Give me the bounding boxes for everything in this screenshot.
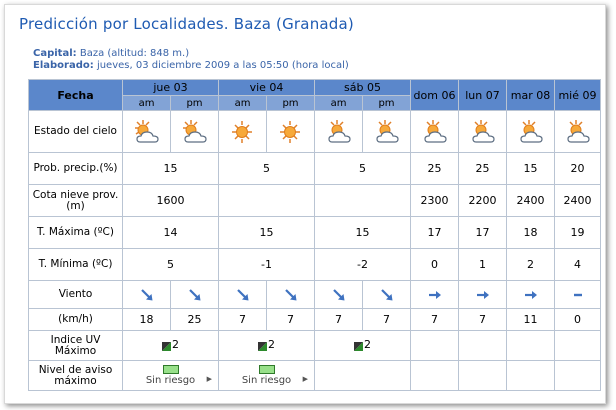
pm-header: pm (171, 96, 219, 111)
tmax-cell: 15 (219, 217, 315, 249)
tmin-cell: 0 (411, 249, 459, 281)
wind-speed-cell: 7 (219, 309, 267, 331)
sky-cell (315, 111, 363, 153)
wind-cell (123, 281, 171, 309)
table-row (29, 217, 601, 249)
sun-cloud-icon (467, 118, 499, 146)
row-label-kmh: (km/h) (29, 309, 123, 331)
uv-value: 2 (268, 337, 275, 351)
am-header: am (123, 96, 171, 111)
sun-icon (276, 118, 306, 146)
day-header-mie: mié 09 (555, 80, 601, 111)
row-label-uv: Indice UV Máximo (29, 331, 123, 361)
wind-cell (363, 281, 411, 309)
pm-header: pm (363, 96, 411, 111)
wind-cell (267, 281, 315, 309)
tmax-cell: 17 (459, 217, 507, 249)
capital-value: Baza (altitud: 848 m.) (79, 48, 190, 59)
arrow-east-icon (475, 287, 491, 303)
table-row (29, 153, 601, 185)
arrow-se-icon (283, 287, 299, 303)
tmax-cell: 18 (507, 217, 555, 249)
row-label-prob: Prob. precip.(%) (29, 153, 123, 185)
row-label-tmin: T. Mínima (ºC) (29, 249, 123, 281)
tmin-cell: 2 (507, 249, 555, 281)
sun-cloud-icon (562, 118, 594, 146)
caret-right-icon: ▶ (206, 375, 212, 383)
row-label-aviso: Nivel de aviso máximo (29, 361, 123, 391)
table-row (29, 281, 601, 309)
table-row (29, 361, 601, 391)
fecha-header: Fecha (29, 80, 123, 111)
tmax-cell: 15 (315, 217, 411, 249)
sky-cell (507, 111, 555, 153)
capital-label: Capital: (33, 48, 77, 59)
wind-speed-cell: 7 (459, 309, 507, 331)
table-row (29, 309, 601, 331)
sky-cell (171, 111, 219, 153)
day-header-mar: mar 08 (507, 80, 555, 111)
tmin-cell: 1 (459, 249, 507, 281)
uv-cell (411, 331, 459, 361)
sun-cloud-icon (131, 118, 163, 146)
wind-cell (555, 281, 601, 309)
am-header: am (315, 96, 363, 111)
day-header-jue: jue 03 (123, 80, 219, 96)
uv-cell (219, 331, 315, 361)
prob-cell: 25 (411, 153, 459, 185)
wind-cell (171, 281, 219, 309)
page-title: Predicción por Localidades. Baza (Granada) (19, 15, 354, 33)
row-label-cota: Cota nieve prov.(m) (29, 185, 123, 217)
wind-speed-cell: 11 (507, 309, 555, 331)
arrow-se-icon (331, 287, 347, 303)
elaborado-info (33, 60, 349, 71)
day-header-sab: sáb 05 (315, 80, 411, 96)
aviso-cell (507, 361, 555, 391)
sun-cloud-icon (179, 118, 211, 146)
sun-cloud-icon (323, 118, 355, 146)
prob-cell: 20 (555, 153, 601, 185)
wind-speed-cell: 25 (171, 309, 219, 331)
am-header: am (219, 96, 267, 111)
tmin-cell: 5 (123, 249, 219, 281)
uv-value: 2 (364, 337, 371, 351)
wind-cell (219, 281, 267, 309)
calm-wind-icon (570, 287, 586, 303)
arrow-east-icon (523, 287, 539, 303)
tmax-cell: 19 (555, 217, 601, 249)
wind-speed-cell: 0 (555, 309, 601, 331)
sky-cell (459, 111, 507, 153)
uv-low-icon (162, 342, 171, 351)
aviso-green-swatch (163, 365, 179, 374)
aviso-cell (555, 361, 601, 391)
table-row (29, 185, 601, 217)
wind-speed-cell: 7 (315, 309, 363, 331)
arrow-se-icon (139, 287, 155, 303)
aviso-cell (315, 361, 411, 391)
prob-cell: 5 (315, 153, 411, 185)
table-row (29, 249, 601, 281)
caret-right-icon: ▶ (302, 375, 308, 383)
forecast-table (28, 79, 601, 391)
capital-info (33, 48, 189, 59)
elaborado-label: Elaborado: (33, 60, 94, 71)
wind-speed-cell: 7 (363, 309, 411, 331)
wind-cell (459, 281, 507, 309)
cota-cell: 2200 (459, 185, 507, 217)
sky-cell (267, 111, 315, 153)
day-header-vie: vie 04 (219, 80, 315, 96)
uv-cell (507, 331, 555, 361)
row-label-viento: Viento (29, 281, 123, 309)
wind-speed-cell: 18 (123, 309, 171, 331)
sky-cell (555, 111, 601, 153)
uv-low-icon (258, 342, 267, 351)
tmax-cell: 14 (123, 217, 219, 249)
prob-cell: 15 (123, 153, 219, 185)
aviso-cell (459, 361, 507, 391)
tmax-cell: 17 (411, 217, 459, 249)
sun-cloud-icon (419, 118, 451, 146)
day-header-lun: lun 07 (459, 80, 507, 111)
elaborado-value: jueves, 03 diciembre 2009 a las 05:50 (hora local) (96, 60, 349, 71)
cota-cell: 2300 (411, 185, 459, 217)
tmin-cell: -1 (219, 249, 315, 281)
table-row (29, 111, 601, 153)
aviso-text: Sin riesgo (241, 375, 292, 386)
sky-cell (363, 111, 411, 153)
aviso-green-swatch (259, 365, 275, 374)
wind-cell (315, 281, 363, 309)
cota-cell (315, 185, 411, 217)
sky-cell (219, 111, 267, 153)
aviso-cell[interactable] (123, 361, 219, 391)
uv-value: 2 (172, 337, 179, 351)
row-label-estado: Estado del cielo (29, 111, 123, 153)
sun-cloud-icon (371, 118, 403, 146)
aviso-cell[interactable] (219, 361, 315, 391)
prob-cell: 15 (507, 153, 555, 185)
sun-cloud-icon (515, 118, 547, 146)
table-row (29, 331, 601, 361)
uv-cell (459, 331, 507, 361)
uv-cell (123, 331, 219, 361)
uv-low-icon (354, 342, 363, 351)
cota-cell (219, 185, 315, 217)
row-label-tmax: T. Máxima (ºC) (29, 217, 123, 249)
aviso-text: Sin riesgo (145, 375, 196, 386)
wind-cell (507, 281, 555, 309)
tmin-cell: -2 (315, 249, 411, 281)
wind-cell (411, 281, 459, 309)
wind-speed-cell: 7 (411, 309, 459, 331)
sky-cell (123, 111, 171, 153)
prob-cell: 25 (459, 153, 507, 185)
cota-cell: 2400 (555, 185, 601, 217)
uv-cell (555, 331, 601, 361)
sun-icon (228, 118, 258, 146)
prob-cell: 5 (219, 153, 315, 185)
pm-header: pm (267, 96, 315, 111)
arrow-se-icon (379, 287, 395, 303)
cota-cell: 1600 (123, 185, 219, 217)
day-header-dom: dom 06 (411, 80, 459, 111)
aviso-cell (411, 361, 459, 391)
uv-cell (315, 331, 411, 361)
cota-cell: 2400 (507, 185, 555, 217)
tmin-cell: 4 (555, 249, 601, 281)
sky-cell (411, 111, 459, 153)
arrow-se-icon (235, 287, 251, 303)
arrow-se-icon (187, 287, 203, 303)
arrow-east-icon (427, 287, 443, 303)
wind-speed-cell: 7 (267, 309, 315, 331)
